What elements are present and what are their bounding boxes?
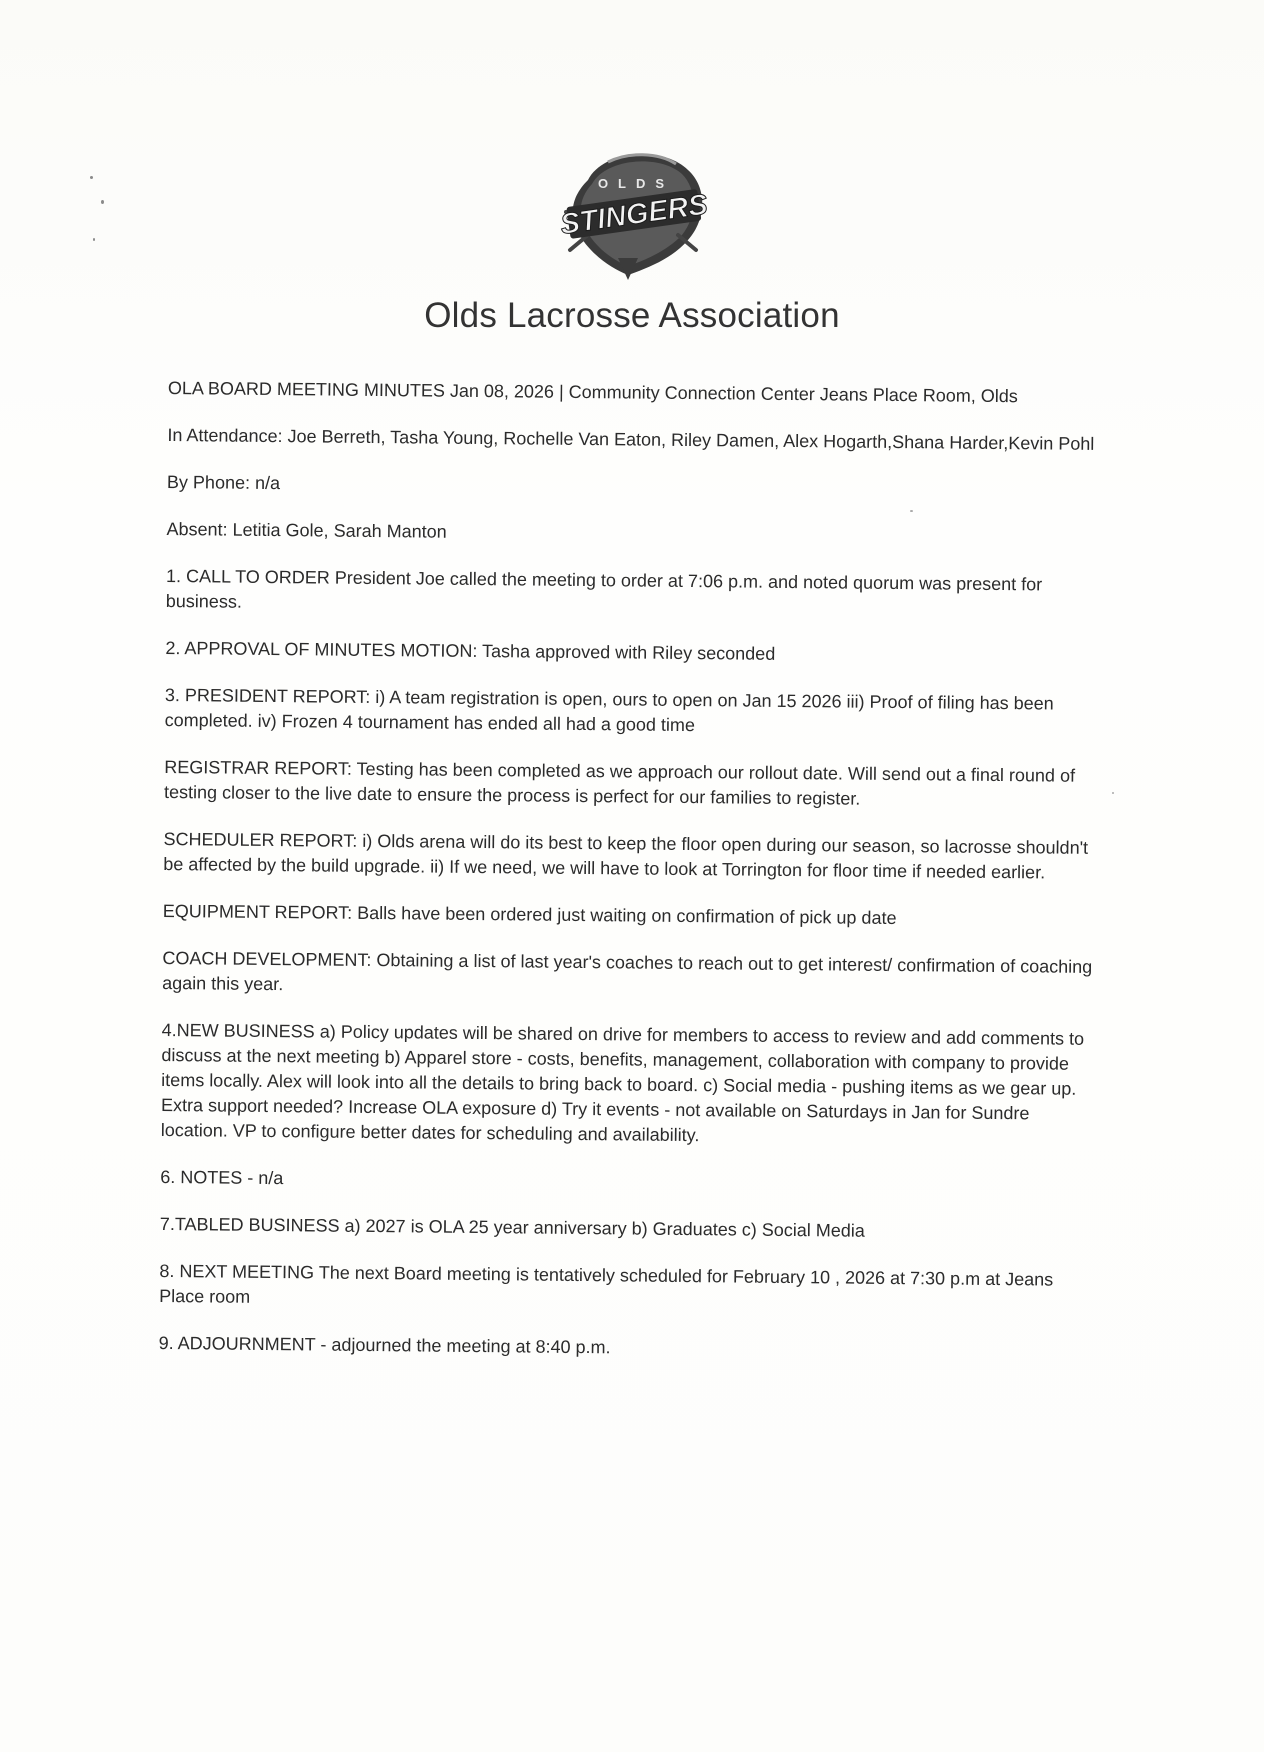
by-phone: By Phone: n/a (166, 471, 281, 494)
tabled-business: 7.TABLED BUSINESS a) 2027 is OLA 25 year anniversary b) Graduates c) Social Media (159, 1213, 865, 1241)
coach-development: COACH DEVELOPMENT: Obtaining a list of last year's coaches to reach out to get interest/ confirmation of coaching again this year. (162, 947, 1093, 995)
scan-speck (90, 176, 93, 179)
attendance: In Attendance: Joe Berreth, Tasha Young, Rochelle Van Eaton, Riley Damen, Alex Hogarth,Shana Harder,Kevin Pohl (167, 424, 1095, 454)
registrar-report: REGISTRAR REPORT: Testing has been completed as we approach our rollout date. Will send out a final round of testing closer to the live date to ensure the process is perfect for our families to register. (163, 756, 1076, 809)
new-business: 4.NEW BUSINESS a) Policy updates will be shared on drive for members to access to review and add comments to discuss at the next meeting b) Apparel store - costs, benefits, management, collaboration with company to provide items locally. Alex will look into all the details to bring back to board. c) Social media - pushing items as we gear up. Extra support needed? Increase OLA exposure d) Try it events - not available on Saturdays in Jan for Sundre location. VP to configure better dates for scheduling and availability. (160, 1019, 1085, 1146)
next-meeting: 8. NEXT MEETING The next Board meeting is tentatively scheduled for February 10 , 2026 at 7:30 p.m at Jeans Place room (159, 1260, 1054, 1307)
adjournment: 9. ADJOURNMENT - adjourned the meeting at 8:40 p.m. (158, 1332, 611, 1358)
scan-speck (1112, 792, 1114, 794)
logo-main-text: STINGERS (558, 188, 710, 242)
scan-speck (101, 200, 104, 204)
call-to-order: 1. CALL TO ORDER President Joe called the meeting to order at 7:06 p.m. and noted quorum was present for business. (165, 565, 1043, 612)
scan-speck (93, 238, 95, 241)
logo-top-text: OLDS (597, 176, 675, 191)
notes: 6. NOTES - n/a (160, 1166, 284, 1189)
equipment-report: EQUIPMENT REPORT: Balls have been ordered just waiting on confirmation of pick up date (162, 900, 897, 929)
organization-title: Olds Lacrosse Association (424, 296, 840, 335)
meeting-header: OLA BOARD MEETING MINUTES Jan 08, 2026 | Community Connection Center Jeans Place Room, Olds (167, 377, 1018, 407)
president-report: 3. PRESIDENT REPORT: i) A team registration is open, ours to open on Jan 15 2026 iii) Proof of filing has been completed. iv) Frozen 4 tournament has ended all had a good time (164, 684, 1054, 736)
scheduler-report: SCHEDULER REPORT: i) Olds arena will do its best to keep the floor open during our season, so lacrosse shouldn't be affected by the build upgrade. ii) If we need, we will have to look at Torrington for floor time if needed earlier. (163, 828, 1089, 883)
approval-of-minutes: 2. APPROVAL OF MINUTES MOTION: Tasha approved with Riley seconded (165, 637, 776, 664)
olds-stingers-logo (548, 140, 718, 285)
absent: Absent: Letitia Gole, Sarah Manton (166, 518, 447, 542)
minutes-body (158, 376, 1098, 1387)
